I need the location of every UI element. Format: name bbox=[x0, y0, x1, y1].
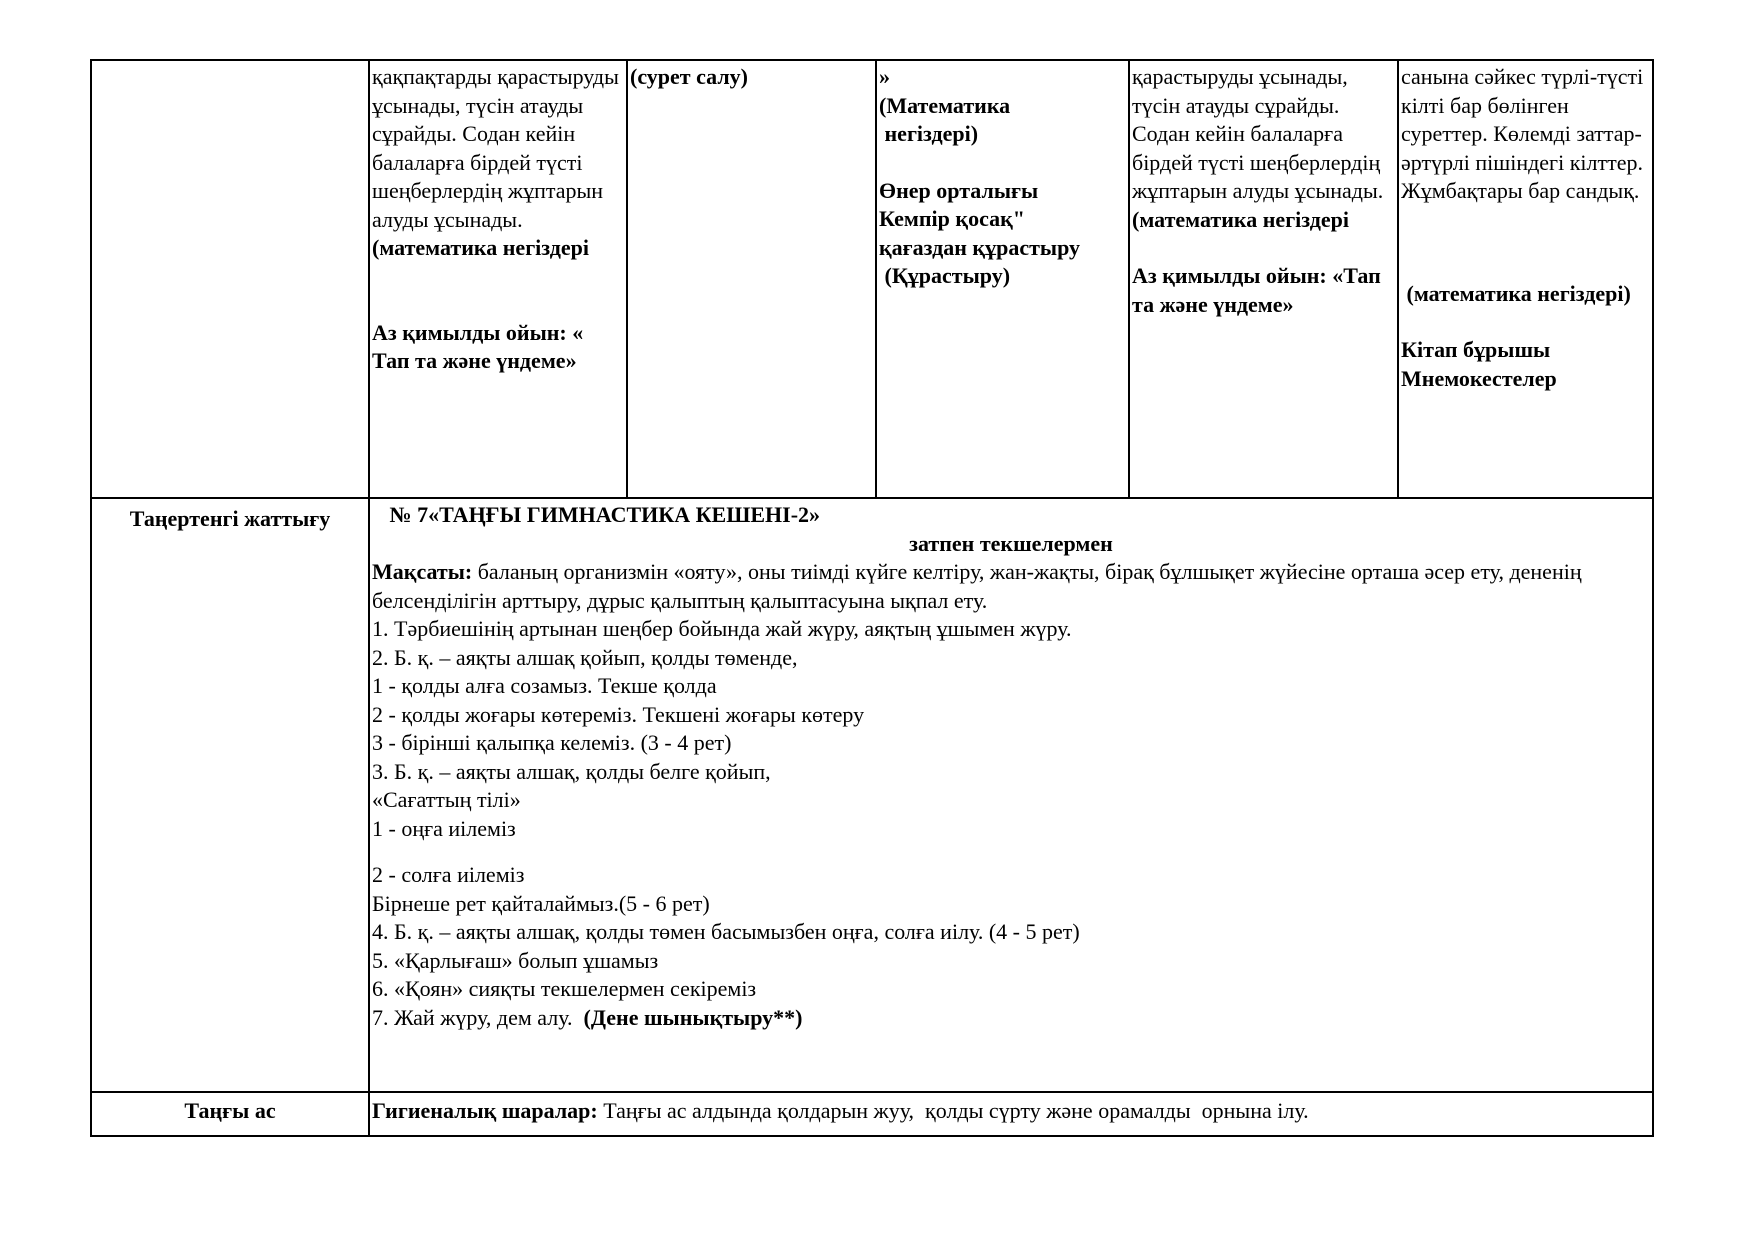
cell-bold-text: Кемпір қосақ" bbox=[879, 206, 1025, 231]
cell-bold-text: негіздері) bbox=[879, 121, 979, 146]
exercise-step: 2 - қолды жоғары көтереміз. Текшені жоғары көтеру bbox=[372, 701, 865, 727]
exercise-step: 3. Б. қ. – аяқты алшақ, қолды белге қойып, bbox=[372, 758, 771, 784]
exercise-step: 1 - оңға иілеміз bbox=[372, 815, 516, 841]
activity-cell bbox=[627, 60, 876, 498]
exercise-step: 5. «Қарлығаш» болып ұшамыз bbox=[372, 947, 659, 973]
document-page bbox=[90, 59, 1654, 1137]
goal-label: Мақсаты: bbox=[372, 559, 473, 584]
table-row bbox=[91, 1092, 1653, 1136]
exercise-step: 2 - солға иілеміз bbox=[372, 862, 525, 887]
cell-bold-text: (математика негіздері bbox=[1132, 206, 1349, 232]
cell-bold-text: (сурет салу) bbox=[630, 64, 749, 89]
exercise-step bbox=[372, 1004, 1650, 1033]
exercise-step: 3 - бірінші қалыпқа келеміз. (3 - 4 рет) bbox=[372, 730, 732, 755]
cell-bold-text: (Құрастыру) bbox=[879, 263, 1011, 288]
table-row bbox=[91, 498, 1653, 1092]
hygiene-label: Гигиеналық шаралар: bbox=[372, 1098, 598, 1123]
cell-bold-text: Кітап бұрышы bbox=[1401, 337, 1551, 362]
exercise-step: Бірнеше рет қайталаймыз.(5 - 6 рет) bbox=[372, 890, 710, 916]
activity-cell bbox=[369, 60, 627, 498]
activity-cell bbox=[1129, 60, 1398, 498]
cell-bold-text: » bbox=[879, 64, 890, 89]
cell-bold-text: (Математика bbox=[879, 92, 1011, 118]
exercise-step: 6. «Қоян» сияқты текшелермен секіреміз bbox=[372, 976, 757, 1001]
goal-text: баланың организмін «ояту», оны тиімді күйге келтіру, жан-жақты, бірақ бұлшықет жүйесіне орташа әсер ету, дененің белсенділігін арттыру, дұрыс қалыптың қалыптасуына ықпал ету. bbox=[372, 559, 1582, 613]
activity-cell bbox=[876, 60, 1129, 498]
table-row bbox=[91, 60, 1653, 498]
exercise-step: 2. Б. қ. – аяқты алшақ қойып, қолды төменде, bbox=[372, 644, 798, 670]
cell-text: қарастыруды ұсынады, түсін атауды сұрайды. Содан кейін балаларға бірдей түсті шеңберлердің жұптарын алуды ұсынады. bbox=[1132, 64, 1384, 203]
exercise-goal bbox=[372, 558, 1650, 615]
breakfast-cell bbox=[369, 1092, 1653, 1136]
exercise-step-text: 7. Жай жүру, дем алу. bbox=[372, 1004, 584, 1030]
cell-text: қақпақтарды қарастыруды ұсынады, түсін атауды сұрайды. Содан кейін балаларға бірдей түсті шеңберлердің жұптарын алуды ұсынады. bbox=[372, 64, 619, 232]
cell-text: санына сәйкес түрлі-түсті кілті бар бөлінген суреттер. Көлемді заттар-әртүрлі пішіндегі кілттер. Жұмбақтары бар сандық. bbox=[1401, 64, 1644, 203]
cell-bold-text: Мнемокестелер bbox=[1401, 365, 1557, 391]
schedule-table bbox=[90, 59, 1654, 1137]
row-label-morning-exercise: Таңертенгі жаттығу bbox=[91, 498, 369, 1092]
exercise-step: «Сағаттың тілі» bbox=[372, 787, 521, 812]
exercise-step-bold: (Дене шынықтыру**) bbox=[583, 1004, 803, 1030]
exercise-step: 4. Б. қ. – аяқты алшақ, қолды төмен басымызбен оңға, солға иілу. (4 - 5 рет) bbox=[372, 919, 1080, 944]
empty-label-cell bbox=[91, 60, 369, 498]
row-label-breakfast: Таңғы ас bbox=[91, 1092, 369, 1136]
exercise-step: 1 - қолды алға созамыз. Текше қолда bbox=[372, 673, 717, 698]
exercise-subtitle: затпен текшелермен bbox=[909, 530, 1113, 556]
cell-bold-text: Аз қимылды ойын: « Тап та және үндеме» bbox=[372, 319, 584, 373]
cell-bold-text: (математика негіздері) bbox=[1401, 280, 1631, 306]
cell-bold-text: Өнер орталығы bbox=[879, 177, 1039, 203]
exercise-step: 1. Тәрбиешінің артынан шеңбер бойында жай жүру, аяқтың ұшымен жүру. bbox=[372, 616, 1072, 641]
cell-bold-text: (математика негіздері bbox=[372, 235, 589, 260]
hygiene-text: Таңғы ас алдында қолдарын жуу, қолды сүрту және орамалды орнына ілу. bbox=[597, 1098, 1309, 1123]
activity-cell bbox=[1398, 60, 1653, 498]
cell-bold-text: қағаздан құрастыру bbox=[879, 234, 1081, 260]
exercise-title: № 7«ТАҢҒЫ ГИМНАСТИКА КЕШЕНІ-2» bbox=[384, 502, 821, 527]
morning-exercise-cell bbox=[369, 498, 1653, 1092]
cell-bold-text: Аз қимылды ойын: «Тап та және үндеме» bbox=[1132, 263, 1381, 317]
